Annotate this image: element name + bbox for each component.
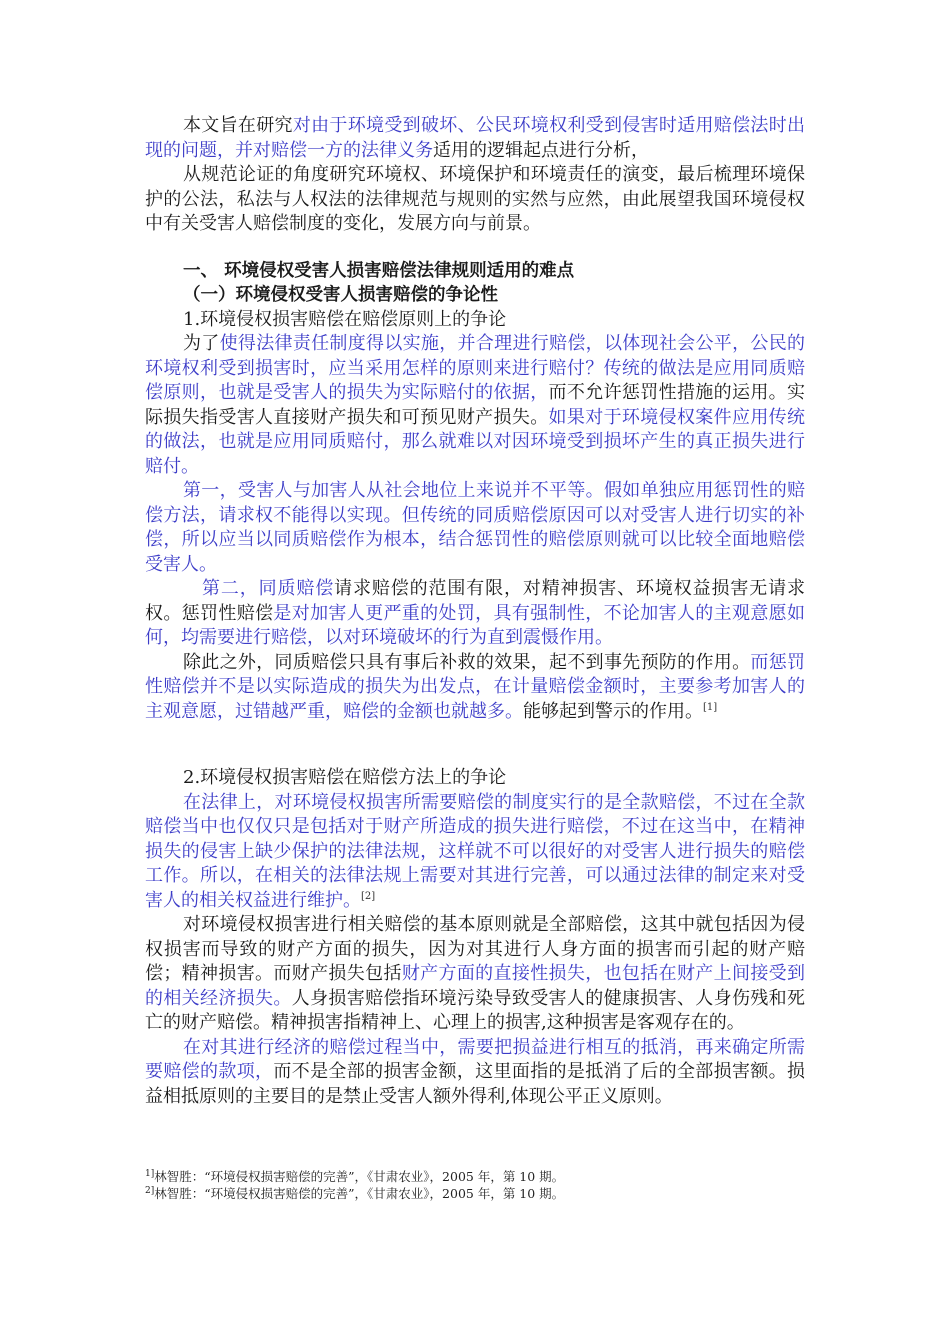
footnote-mark: 1]	[145, 1168, 155, 1179]
text-run: 适用的逻辑起点进行分析，	[433, 139, 649, 161]
footnote-2	[145, 1185, 805, 1202]
highlighted-text-run: 财产方面的直接性损失，也包括在财产上间接受到的相关经济损失。	[145, 963, 806, 1009]
item-heading-2: 2.环境侵权损害赔偿在赔偿方法上的争论	[183, 767, 507, 788]
paragraph-deterrence	[145, 651, 805, 725]
text-run: 人身损害赔偿指环境污染导致受害人的健康损害、人身伤残和死亡的财产赔偿。精神损害指精神上、心理上的损害,这种损害是客观存在的。	[145, 987, 806, 1033]
item-heading-1: 1.环境侵权损害赔偿在赔偿原则上的争论	[183, 308, 507, 330]
paragraph-full-compensation	[145, 913, 805, 1036]
subsection-heading: （一）环境侵权受害人损害赔偿的争论性	[183, 285, 498, 305]
highlighted-text-run: 而惩罚性赔偿并不是以实际造成的损失为出发点，在计量赔偿金额时，主要参考加害人的主观意愿，过错越严重，赔偿的金额也就越多。	[145, 651, 805, 722]
footnote-text: 林智胜：“环境侵权损害赔偿的完善”，《甘肃农业》，2005 年，第 10 期。	[154, 1186, 565, 1201]
intro-paragraph-2: 从规范论证的角度研究环境权、环境保护和环境责任的演变，最后梳理环境保护的公法，私法与人权法的法律规范与规则的实然与应然，由此展望我国环境侵权中有关受害人赔偿制度的变化，发展方向与前景。	[145, 164, 805, 234]
blank-line	[145, 724, 805, 766]
paragraph-offset-principle	[145, 1036, 805, 1110]
paragraph-method-debate	[145, 791, 805, 914]
text-run: 除此之外，同质赔偿只具有事后补救的效果，起不到事先预防的作用。	[183, 651, 751, 673]
highlighted-text-run: 在法律上，对环境侵权损害所需要赔偿的制度实行的是全款赔偿，不过在全款赔偿当中也仅仅只是包括对于财产所造成的损失进行赔偿，不过在这当中，在精神损失的侵害上缺少保护的法律法规，这样就不可以很好的对受害人进行损失的赔偿工作。所以，在相关的法律法规上需要对其进行完善，可以通过法律的制定来对受害人的相关权益进行维护。	[145, 791, 805, 911]
paragraph-second-point	[145, 577, 805, 651]
text-run: 而不允许惩罚性措施的运用。实际损失指受害人直接财产损失和可预见财产损失。	[145, 382, 806, 428]
footnote-reference-1[interactable]: [1]	[703, 701, 718, 713]
footnote-text: 林智胜：“环境侵权损害赔偿的完善”，《甘肃农业》，2005 年，第 10 期。	[154, 1169, 565, 1184]
highlighted-text-run: 如果对于环境侵权案件应用传统的做法，也就是应用同质赔付，那么就难以对因环境受到损坏产生的真正损失进行赔付。	[145, 406, 806, 477]
highlighted-text-run: 第二，同质赔偿	[202, 578, 335, 599]
text-run: 而不是全部的损害金额，这里面指的是抵消了后的全部损害额。损益相抵原则的主要目的是禁止受害人额外得利,体现公平正义原则。	[145, 1061, 806, 1107]
paragraph-first-point: 第一，受害人与加害人从社会地位上来说并不平等。假如单独应用惩罚性的赔偿方法，请求权不能得以实现。但传统的同质赔偿原因可以对受害人进行切实的补偿，所以应当以同质赔偿作为根本，结合惩罚性的赔偿原则就可以比较全面地赔偿受害人。	[145, 480, 805, 575]
document-body	[145, 114, 805, 1109]
footnote-reference-2[interactable]: [2]	[361, 890, 376, 902]
text-run: 请求赔偿的范围有限，对精神损害、环境权益损害无请求权。惩罚性赔偿	[145, 578, 806, 624]
footnote-1	[145, 1168, 805, 1185]
section-heading: 一、 环境侵权受害人损害赔偿法律规则适用的难点	[183, 260, 575, 281]
text-run: 本文旨在研究	[183, 115, 293, 136]
text-run: 对环境侵权损害进行相关赔偿的基本原则就是全部赔偿，这其中就包括因为侵权损害而导致的财产方面的损失，因为对其进行人身方面的损害而引起的财产赔偿；精神损害。而财产损失包括	[145, 914, 805, 984]
footnotes	[145, 1168, 805, 1202]
highlighted-text-run: 使得法律责任制度得以实施，并合理进行赔偿，以体现社会公平，公民的环境权利受到损害时，应当采用怎样的原则来进行赔付？传统的做法是应用同质赔偿原则，也就是受害人的损失为实际赔付的依据，	[145, 333, 805, 403]
highlighted-text-run: 在对其进行经济的赔偿过程当中，需要把损益进行相互的抵消，再来确定所需要赔偿的款项，	[145, 1036, 805, 1082]
paragraph-principle-debate	[145, 332, 805, 479]
text-run: 为了	[183, 333, 220, 354]
intro-paragraph-1	[145, 114, 805, 163]
footnote-mark: 2]	[145, 1185, 155, 1196]
text-run: 能够起到警示的作用。	[523, 700, 703, 722]
highlighted-text-run: 是对加害人更严重的处罚，具有强制性，不论加害人的主观意愿如何，均需要进行赔偿，以对环境破坏的行为直到震慑作用。	[145, 602, 806, 648]
highlighted-text-run: 对由于环境受到破坏、公民环境权利受到侵害时适用赔偿法时出现的问题，并对赔偿一方的法律义务	[145, 115, 806, 161]
